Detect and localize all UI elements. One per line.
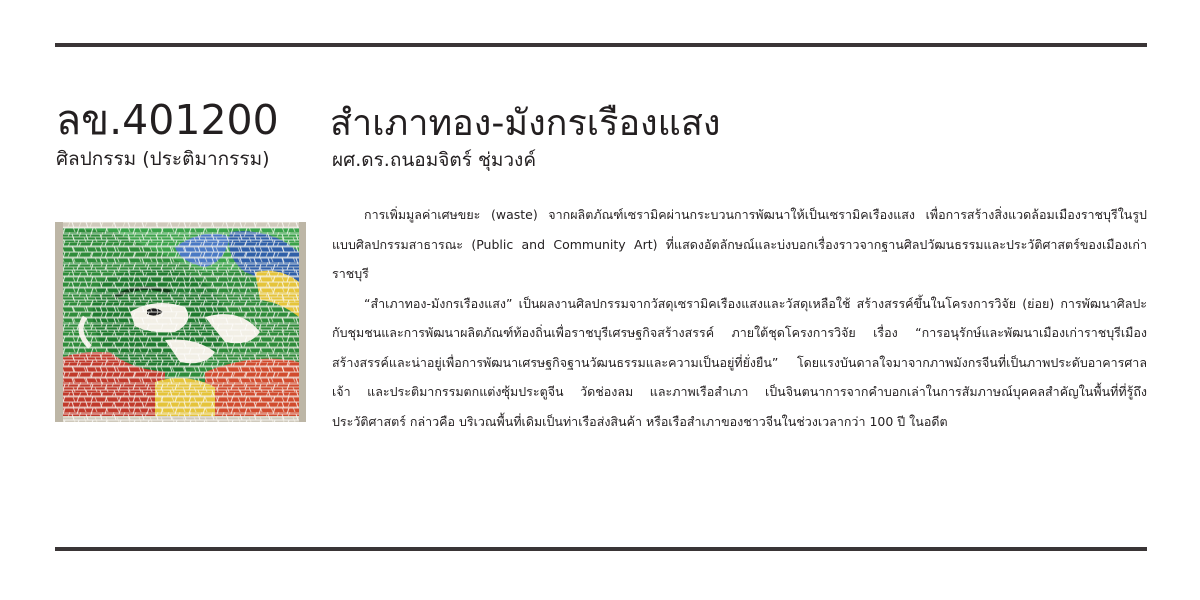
description-paragraph-1: การเพิ่มมูลค่าเศษขยะ (waste) จากผลิตภัณฑ์เซรามิคผ่านกระบวนการพัฒนาให้เป็นเซรามิคเรืองแสง เพื่อการสร้างสิ่งแวดล้อมเมืองราชบุรีในรูปแบบศิลปกรรมสาธารณะ (Public and Community Art) ที่แสดงอัตลักษณ์และบ่งบอกเรื่องราวจากฐานศิลปวัฒนธรรมและประวัติศาสตร์ของเมืองเก่าราชบุรี <box>332 207 1147 281</box>
dragon-mosaic-image <box>55 222 306 422</box>
artwork-description <box>332 200 1147 436</box>
top-divider <box>55 43 1147 47</box>
artwork-author: ผศ.ดร.ถนอมจิตร์ ชุ่มวงค์ <box>332 149 537 171</box>
description-paragraph-2: “สำเภาทอง-มังกรเรืองแสง” เป็นผลงานศิลปกรรมจากวัสดุเซรามิคเรืองแสงและวัสดุเหลือใช้ สร้างสรรค์ขึ้นในโครงการวิจัย (ย่อย) การพัฒนาศิลปะกับชุมชนและการพัฒนาผลิตภัณฑ์ท้องถิ่นเพื่อราชบุรีเศรษฐกิจสร้างสรรค์ ภายใต้ชุดโครงการวิจัย เรื่อง “การอนุรักษ์และพัฒนาเมืองเก่าราชบุรีเมืองสร้างสรรค์และน่าอยู่เพื่อการพัฒนาเศรษฐกิจฐานวัฒนธรรมและความเป็นอยู่ที่ยั่งยืน” โดยแรงบันดาลใจมาจากภาพมังกรจีนที่เป็นภาพประดับอาคารศาลเจ้า และประติมากรรมตกแต่งซุ้มประตูจีน วัดช่องลม และภาพเรือสำเภา เป็นจินตนาการจากคำบอกเล่าในการสัมภาษณ์บุคคลสำคัญในพื้นที่ที่รู้ถึงประวัติศาสตร์ กล่าวคือ บริเวณพื้นที่เดิมเป็นท่าเรือส่งสินค้า หรือเรือสำเภาของชาวจีนในช่วงเวลากว่า 100 ปี ในอดีต <box>332 295 1147 429</box>
bottom-divider <box>55 547 1147 551</box>
artwork-category: ศิลปกรรม (ประติมากรรม) <box>56 148 270 170</box>
artwork-code: ลข.401200 <box>56 96 279 144</box>
artwork-title: สำเภาทอง-มังกรเรืองแสง <box>330 103 721 144</box>
artwork-photo <box>55 222 306 422</box>
